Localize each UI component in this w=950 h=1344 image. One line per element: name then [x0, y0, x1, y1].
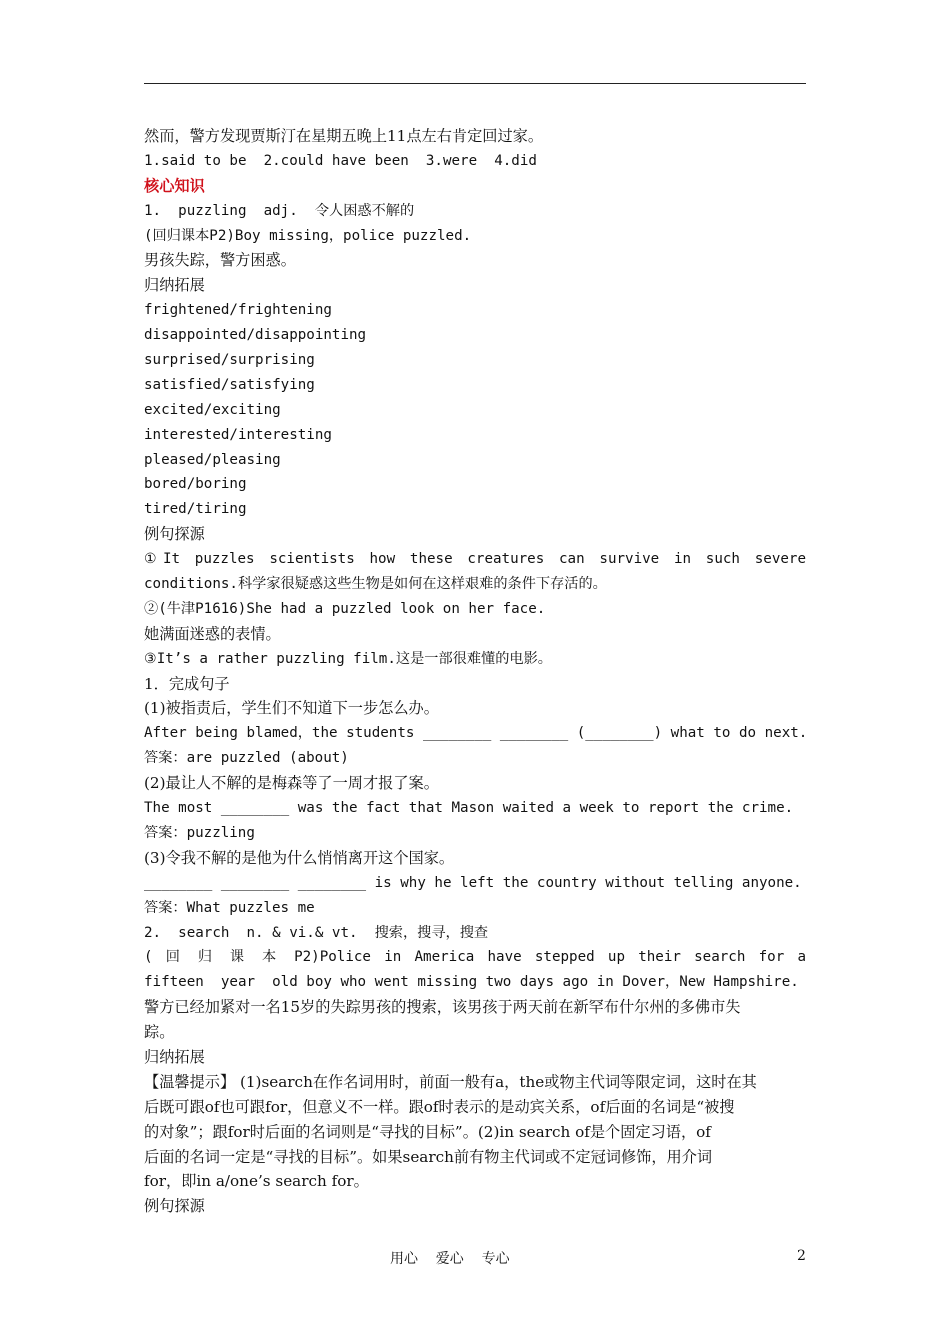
text-line: 答案：puzzling — [144, 824, 255, 841]
footer-motto: 用心 爱心 专心 — [390, 1251, 510, 1267]
text-line: 例句探源 — [144, 525, 205, 544]
page-number: 2 — [797, 1248, 806, 1264]
text-line: 后面的名词一定是“寻找的目标”。如果search前有物主代词或不定冠词修饰，用介词 — [144, 1147, 713, 1166]
text-line: ①It puzzles scientists how these creatures can survive in such severe — [144, 551, 806, 568]
text-line: frightened/frightening — [144, 302, 332, 319]
text-line: satisfied/satisfying — [144, 376, 315, 393]
text-line: for，即in a/one’s search for。 — [144, 1172, 369, 1191]
header-rule — [144, 83, 806, 84]
text-line: ________ ________ ________ is why he left the country without telling anyone. — [144, 874, 802, 891]
text-line: 核心知识 — [144, 176, 205, 195]
text-line: (2)最让人不解的是梅森等了一周才报了案。 — [144, 774, 439, 793]
document-body — [144, 124, 806, 1219]
text-line: pleased/pleasing — [144, 451, 281, 468]
text-line: 男孩失踪，警方困惑。 — [144, 251, 296, 270]
text-line: 归纳拓展 — [144, 276, 205, 295]
text-line: The most ________ was the fact that Mason waited a week to report the crime. — [144, 800, 794, 817]
text-line: tired/tiring — [144, 501, 247, 518]
text-line: 【温馨提示】 (1)search在作名词用时，前面一般有a，the或物主代词等限定词，这时在其 — [144, 1072, 757, 1091]
text-line: 归纳拓展 — [144, 1047, 205, 1066]
text-line: conditions.科学家很疑惑这些生物是如何在这样艰难的条件下存活的。 — [144, 576, 607, 593]
text-line: 2. search n. & vi.& vt. 搜索，搜寻，搜查 — [144, 924, 489, 941]
text-line: 答案：are puzzled (about) — [144, 750, 349, 767]
text-line: 警方已经加紧对一名15岁的失踪男孩的搜索，该男孩于两天前在新罕布什尔州的多佛市失 — [144, 998, 741, 1017]
text-line: 她满面迷惑的表情。 — [144, 624, 281, 643]
text-line: 1．完成句子 — [144, 674, 230, 693]
text-line: ( 回 归 课 本 P2)Police in America have stepped up their search for a — [144, 949, 806, 966]
text-line: After being blamed，the students ________ ________ (________) what to do next. — [144, 725, 808, 742]
text-line: bored/boring — [144, 476, 247, 493]
text-line: excited/exciting — [144, 401, 281, 418]
text-line: interested/interesting — [144, 426, 332, 443]
text-line: 后既可跟of也可跟for，但意义不一样。跟of时表示的是动宾关系，of后面的名词是“被搜 — [144, 1097, 735, 1116]
text-line: surprised/surprising — [144, 352, 315, 369]
text-line: (3)令我不解的是他为什么悄悄离开这个国家。 — [144, 848, 455, 867]
text-line: 答案：What puzzles me — [144, 899, 315, 916]
text-line: 例句探源 — [144, 1197, 205, 1216]
text-line: fifteen year old boy who went missing two days ago in Dover，New Hampshire. — [144, 974, 799, 991]
text-line: 1. puzzling adj. 令人困惑不解的 — [144, 202, 415, 219]
text-line: 1.said to be 2.could have been 3.were 4.did — [144, 152, 537, 169]
text-line: (1)被指责后，学生们不知道下一步怎么办。 — [144, 699, 439, 718]
text-line: disappointed/disappointing — [144, 327, 367, 344]
text-line: 然而，警方发现贾斯汀在星期五晚上11点左右肯定回过家。 — [144, 127, 544, 145]
text-line: 踪。 — [144, 1023, 175, 1042]
text-line: (回归课本P2)Boy missing，police puzzled. — [144, 227, 472, 244]
text-line: ③It’s a rather puzzling film.这是一部很难懂的电影。 — [144, 650, 552, 667]
text-line: ②(牛津P1616)She had a puzzled look on her face. — [144, 600, 546, 617]
page-footer — [0, 1248, 950, 1268]
text-line: 的对象”；跟for时后面的名词则是“寻找的目标”。(2)in search of是个固定习语，of — [144, 1122, 711, 1141]
